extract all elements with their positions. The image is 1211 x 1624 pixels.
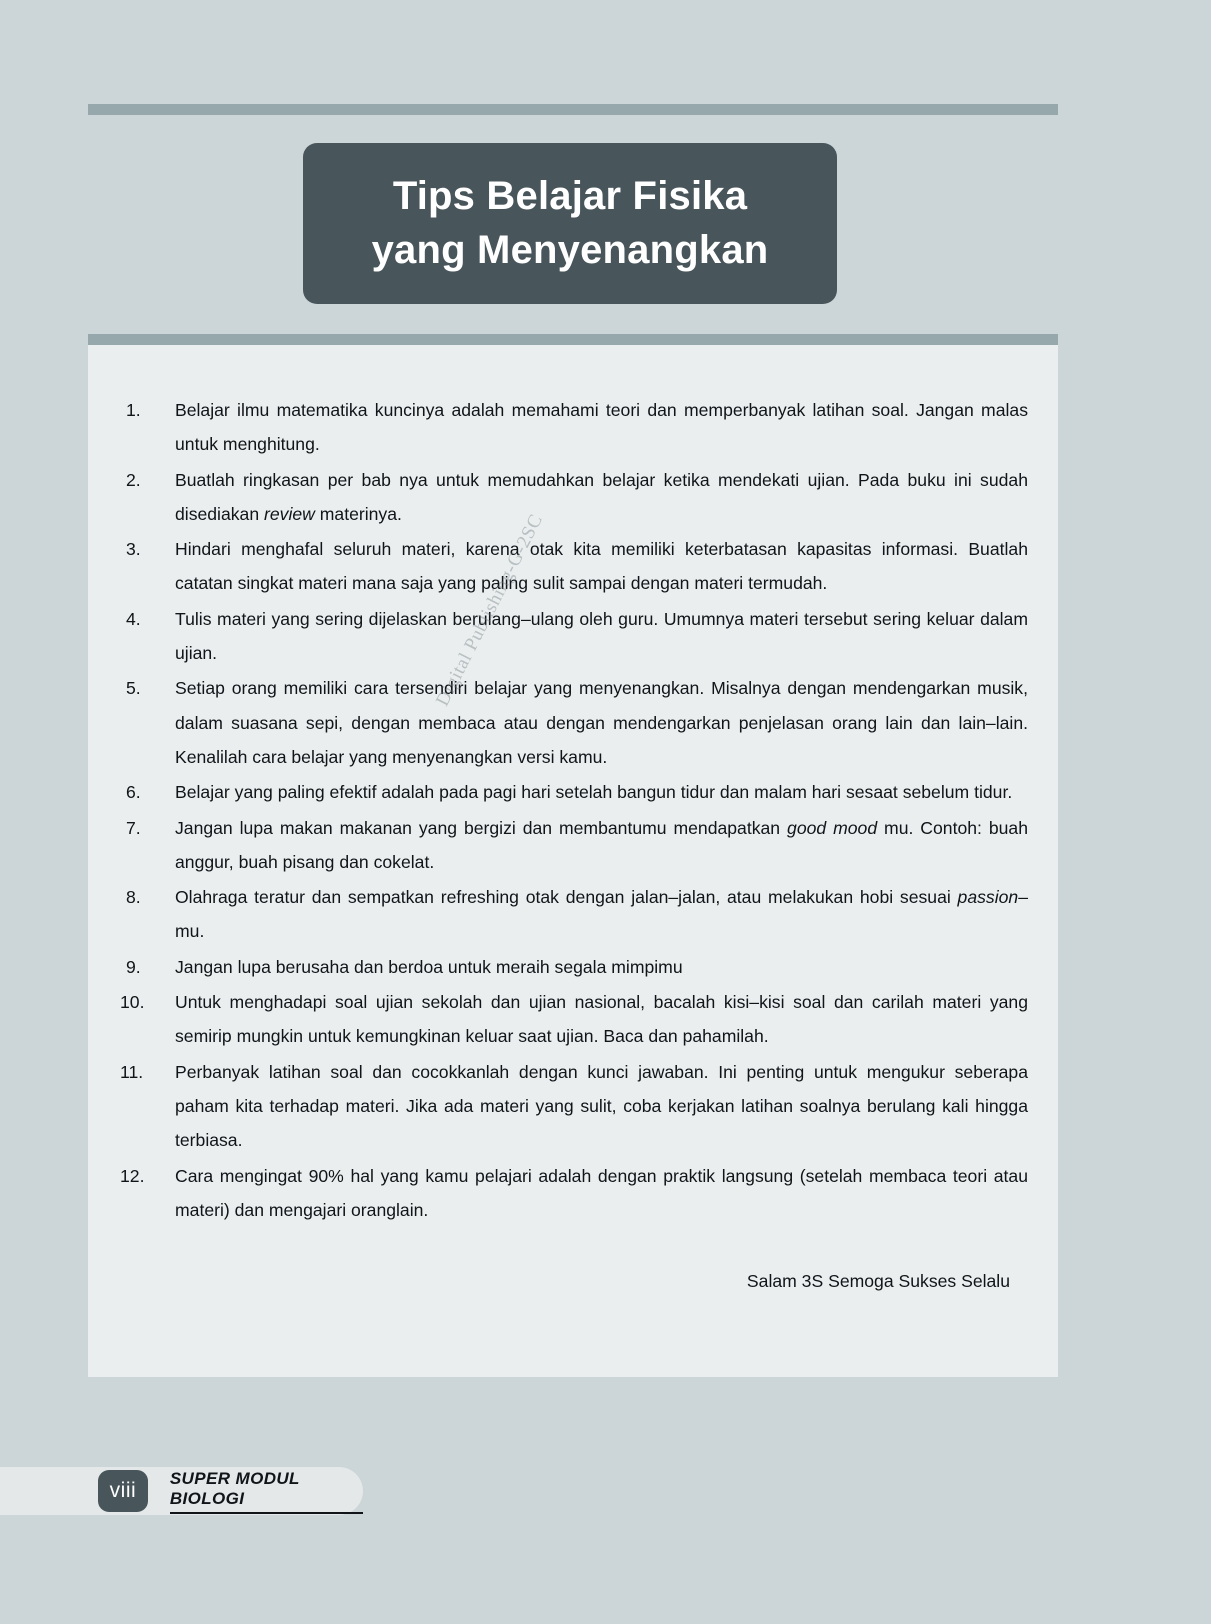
tip-item	[118, 532, 1028, 601]
title-banner	[303, 143, 837, 304]
tip-item	[118, 1159, 1028, 1228]
tip-item	[118, 1055, 1028, 1158]
page-footer	[0, 1467, 363, 1515]
closing-note: Salam 3S Semoga Sukses Selalu	[746, 1271, 1010, 1292]
tip-item	[118, 880, 1028, 949]
tip-text: Setiap orang memiliki cara tersendiri belajar yang menyenangkan. Misalnya dengan mendengarkan musik, dalam suasana sepi, dengan membaca atau dengan mendengarkan penjelasan orang lain dan lain–lain. Kenalilah cara belajar yang menyenangkan versi kamu.	[175, 678, 1028, 767]
tip-text: Buatlah ringkasan per bab nya untuk memudahkan belajar ketika mendekati ujian. Pada buku ini sudah disediakan review materinya.	[175, 469, 1028, 524]
tip-item	[118, 393, 1028, 462]
tip-item	[118, 671, 1028, 774]
title-line-1: Tips Belajar Fisika	[392, 174, 748, 219]
tip-text: Perbanyak latihan soal dan cocokkanlah dengan kunci jawaban. Ini penting untuk mengukur seberapa paham kita terhadap materi. Jika ada materi yang sulit, coba kerjakan latihan soalnya berulang kali hingga terbiasa.	[175, 1061, 1028, 1151]
tip-text: Belajar yang paling efektif adalah pada pagi hari setelah bangun tidur dan malam hari sesaat sebelum tidur.	[175, 782, 1013, 803]
tip-text: Hindari menghafal seluruh materi, karena otak kita memiliki keterbatasan kapasitas informasi. Buatlah catatan singkat materi mana saja yang paling sulit sampai dengan materi termudah.	[175, 539, 1028, 594]
watermark: Digital Publishing-G-2SC	[432, 510, 548, 710]
tips-list	[118, 393, 1028, 1227]
top-rule	[88, 104, 1058, 115]
title-line-2: yang Menyenangkan	[371, 227, 769, 272]
page-number-badge: viii	[98, 1470, 148, 1512]
tip-text: Belajar ilmu matematika kuncinya adalah memahami teori dan memperbanyak latihan soal. Jangan malas untuk menghitung.	[175, 400, 1028, 455]
tip-text: Tulis materi yang sering dijelaskan berulang–ulang oleh guru. Umumnya materi tersebut sering keluar dalam ujian.	[175, 608, 1028, 664]
page-title	[372, 170, 769, 276]
bottom-rule	[88, 334, 1058, 345]
tip-text: Cara mengingat 90% hal yang kamu pelajari adalah dengan praktik langsung (setelah membaca teori atau materi) dan mengajari oranglain.	[175, 1165, 1028, 1220]
tip-item	[118, 775, 1028, 809]
tip-item	[118, 950, 1028, 984]
tip-item	[118, 463, 1028, 532]
tip-text: Jangan lupa berusaha dan berdoa untuk meraih segala mimpimu	[175, 956, 683, 977]
book-title-label: SUPER MODUL BIOLOGI	[170, 1469, 363, 1514]
tip-text: Olahraga teratur dan sempatkan refreshing otak dengan jalan–jalan, atau melakukan hobi sesuai passion–mu.	[175, 887, 1028, 942]
tip-text: Jangan lupa makan makanan yang bergizi dan membantumu mendapatkan good mood mu. Contoh: buah anggur, buah pisang dan cokelat.	[175, 817, 1028, 872]
content-panel	[88, 345, 1058, 1377]
tip-item	[118, 985, 1028, 1054]
tip-item	[118, 602, 1028, 671]
tip-item	[118, 811, 1028, 880]
tip-text: Untuk menghadapi soal ujian sekolah dan ujian nasional, bacalah kisi–kisi soal dan carilah materi yang semirip mungkin untuk kemungkinan keluar saat ujian. Baca dan pahamilah.	[175, 992, 1028, 1047]
